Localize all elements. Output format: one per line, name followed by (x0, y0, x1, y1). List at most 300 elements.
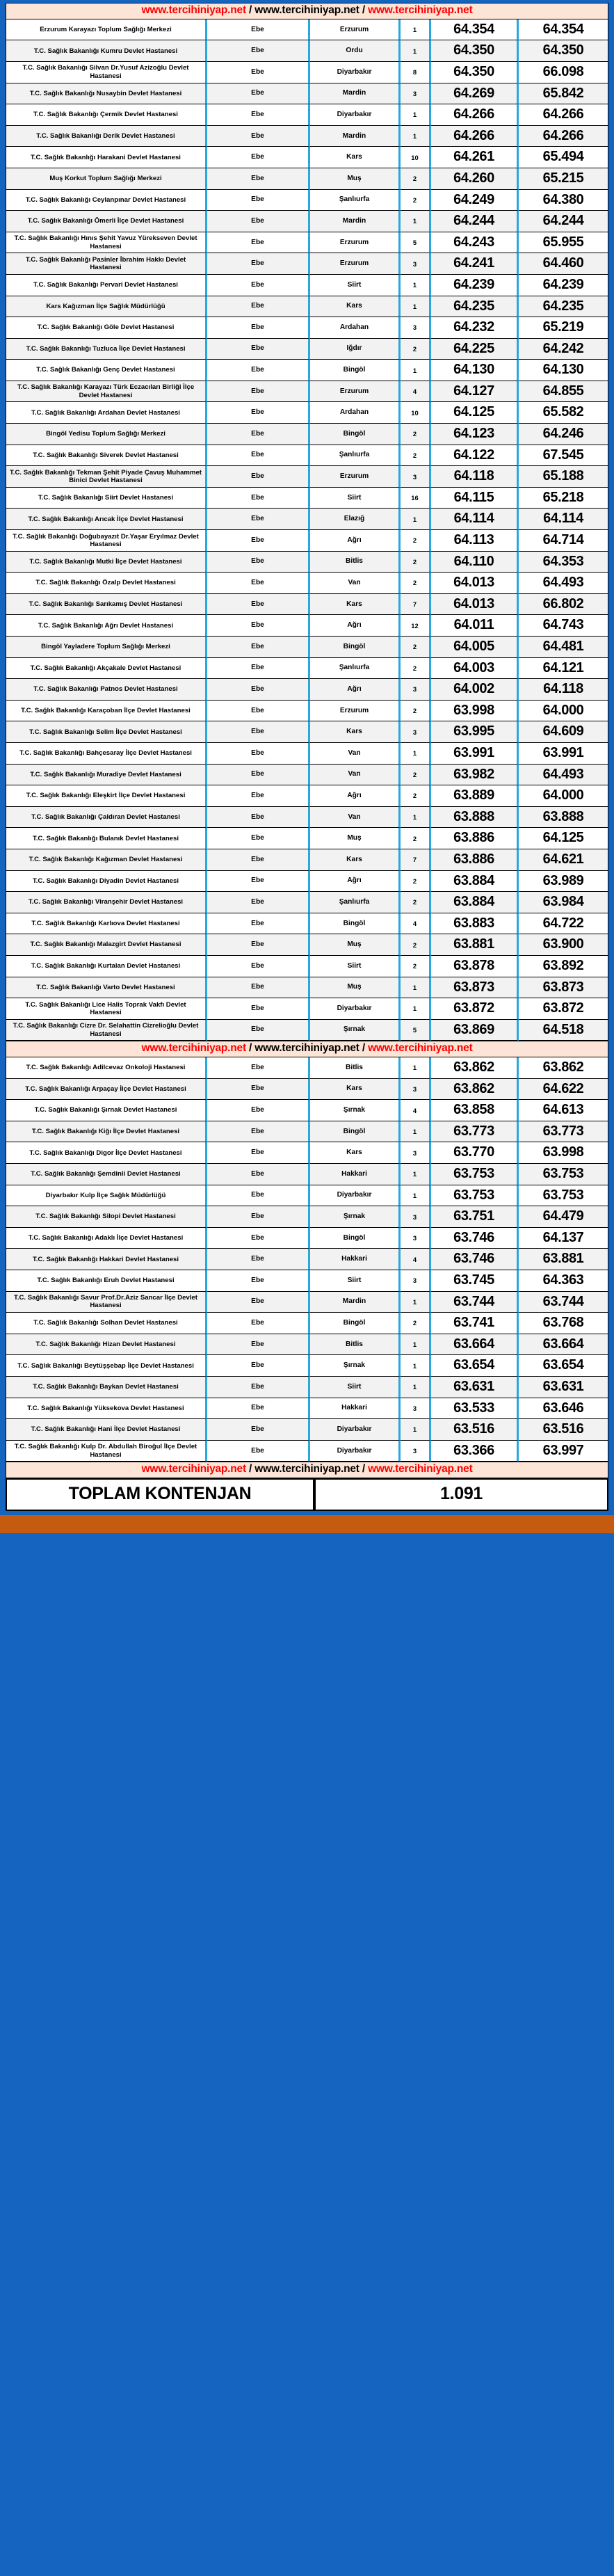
institution-name-cell: T.C. Sağlık Bakanlığı Hınıs Şehit Yavuz Yürekseven Devlet Hastanesi (6, 232, 207, 254)
quota-cell: 1 (401, 40, 431, 62)
branch-cell: Ebe (207, 147, 310, 168)
institution-name-cell: T.C. Sağlık Bakanlığı Özalp Devlet Hastanesi (6, 573, 207, 594)
institution-name-cell: T.C. Sağlık Bakanlığı Arpaçay İlçe Devlet Hastanesi (6, 1079, 207, 1101)
max-score-cell: 67.545 (519, 445, 608, 467)
watermark-separator-1: / (245, 4, 255, 16)
institution-name-cell: T.C. Sağlık Bakanlığı Tekman Şehit Piyade Çavuş Muhammet Binici Devlet Hastanesi (6, 466, 207, 488)
quota-cell: 1 (401, 104, 431, 126)
institution-name-cell: T.C. Sağlık Bakanlığı Pasinler İbrahim Hakkı Devlet Hastanesi (6, 253, 207, 275)
max-score-cell: 64.239 (519, 275, 608, 296)
table-row[interactable] (6, 339, 608, 360)
table-row[interactable] (6, 1228, 608, 1249)
min-score-cell: 64.235 (431, 296, 519, 318)
quota-cell: 1 (401, 1419, 431, 1441)
min-score-cell: 64.127 (431, 381, 519, 403)
branch-cell: Ebe (207, 168, 310, 190)
institution-name-cell: T.C. Sağlık Bakanlığı Göle Devlet Hastanesi (6, 317, 207, 339)
table-row[interactable] (6, 892, 608, 913)
table-row[interactable] (6, 807, 608, 829)
city-cell: Kars (310, 594, 401, 616)
table-row[interactable] (6, 913, 608, 935)
institution-name-cell: T.C. Sağlık Bakanlığı Çaldıran Devlet Hastanesi (6, 807, 207, 829)
watermark-segment-red-1: www.tercihiniyap.net (141, 4, 246, 16)
institution-name-cell: T.C. Sağlık Bakanlığı Adilcevaz Onkoloji Hastanesi (6, 1057, 207, 1079)
quota-cell: 2 (401, 573, 431, 594)
quota-cell: 3 (401, 1270, 431, 1292)
city-cell: Erzurum (310, 253, 401, 275)
city-cell: Ağrı (310, 871, 401, 893)
max-score-cell: 65.582 (519, 402, 608, 424)
city-cell: Hakkari (310, 1164, 401, 1185)
max-score-cell: 64.137 (519, 1228, 608, 1249)
institution-name-cell: T.C. Sağlık Bakanlığı Hizan Devlet Hastanesi (6, 1334, 207, 1356)
max-score-cell: 63.753 (519, 1164, 608, 1185)
table-row[interactable] (6, 1100, 608, 1121)
max-score-cell: 63.872 (519, 998, 608, 1020)
city-cell: Diyarbakır (310, 998, 401, 1020)
table-row[interactable] (6, 594, 608, 616)
institution-name-cell: T.C. Sağlık Bakanlığı Ömerli İlçe Devlet Hastanesi (6, 211, 207, 232)
quota-cell: 8 (401, 62, 431, 83)
institution-name-cell: T.C. Sağlık Bakanlığı Selim İlçe Devlet Hastanesi (6, 721, 207, 743)
min-score-cell: 64.011 (431, 615, 519, 637)
branch-cell: Ebe (207, 530, 310, 552)
city-cell: Bingöl (310, 1313, 401, 1334)
branch-cell: Ebe (207, 721, 310, 743)
city-cell: Bitlis (310, 1057, 401, 1079)
city-cell: Şırnak (310, 1020, 401, 1041)
quota-cell: 4 (401, 381, 431, 403)
city-cell: Ordu (310, 40, 401, 62)
max-score-cell: 64.613 (519, 1100, 608, 1121)
bottom-accent-bar (0, 1515, 614, 1533)
quota-cell: 5 (401, 232, 431, 254)
max-score-cell: 64.493 (519, 765, 608, 786)
quota-cell: 1 (401, 275, 431, 296)
quota-cell: 16 (401, 488, 431, 509)
table-row[interactable] (6, 360, 608, 381)
max-score-cell: 63.646 (519, 1398, 608, 1420)
table-row[interactable] (6, 424, 608, 445)
city-cell: Kars (310, 849, 401, 871)
city-cell: Şanlıurfa (310, 892, 401, 913)
institution-name-cell: T.C. Sağlık Bakanlığı Lice Halis Toprak Vakfı Devlet Hastanesi (6, 998, 207, 1020)
city-cell: Muş (310, 934, 401, 956)
table-row[interactable] (6, 40, 608, 62)
institution-name-cell: T.C. Sağlık Bakanlığı Kağızman Devlet Hastanesi (6, 849, 207, 871)
city-cell: Mardin (310, 211, 401, 232)
branch-cell: Ebe (207, 998, 310, 1020)
table-row[interactable] (6, 871, 608, 893)
branch-cell: Ebe (207, 317, 310, 339)
table-row[interactable] (6, 1270, 608, 1292)
table-row[interactable] (6, 104, 608, 126)
city-cell: Kars (310, 1079, 401, 1101)
institution-name-cell: T.C. Sağlık Bakanlığı Eleşkirt İlçe Devlet Hastanesi (6, 785, 207, 807)
max-score-cell: 64.000 (519, 785, 608, 807)
branch-cell: Ebe (207, 679, 310, 701)
institution-name-cell: T.C. Sağlık Bakanlığı Yüksekova Devlet Hastanesi (6, 1398, 207, 1420)
table-row[interactable] (6, 1057, 608, 1079)
city-cell: Siirt (310, 956, 401, 977)
table-row[interactable] (6, 530, 608, 552)
table-row[interactable] (6, 488, 608, 509)
city-cell: Erzurum (310, 19, 401, 41)
min-score-cell: 63.753 (431, 1185, 519, 1207)
table-row[interactable] (6, 765, 608, 786)
branch-cell: Ebe (207, 424, 310, 445)
city-cell: Ağrı (310, 615, 401, 637)
city-cell: Bingöl (310, 360, 401, 381)
table-row[interactable] (6, 1249, 608, 1270)
quota-cell: 2 (401, 956, 431, 977)
branch-cell: Ebe (207, 296, 310, 318)
quota-cell: 2 (401, 339, 431, 360)
watermark-segment-black: www.tercihiniyap.net (255, 1463, 359, 1475)
max-score-cell: 63.744 (519, 1292, 608, 1313)
total-table (6, 1478, 608, 1511)
watermark-segment-black: www.tercihiniyap.net (255, 1042, 359, 1055)
table-row[interactable] (6, 232, 608, 254)
table-row[interactable] (6, 445, 608, 467)
city-cell: Mardin (310, 126, 401, 147)
min-score-cell: 64.239 (431, 275, 519, 296)
quota-cell: 1 (401, 360, 431, 381)
max-score-cell: 64.743 (519, 615, 608, 637)
table-row[interactable] (6, 1206, 608, 1228)
city-cell: Ardahan (310, 317, 401, 339)
branch-cell: Ebe (207, 1079, 310, 1101)
city-cell: Muş (310, 828, 401, 849)
institution-name-cell: T.C. Sağlık Bakanlığı Şırnak Devlet Hastanesi (6, 1100, 207, 1121)
table-row[interactable] (6, 168, 608, 190)
quota-cell: 1 (401, 807, 431, 829)
table-row[interactable] (6, 1164, 608, 1185)
total-row (6, 1478, 608, 1511)
city-cell: Bingöl (310, 1228, 401, 1249)
quota-cell: 1 (401, 998, 431, 1020)
institution-name-cell: T.C. Sağlık Bakanlığı Çermik Devlet Hastanesi (6, 104, 207, 126)
quota-cell: 3 (401, 1079, 431, 1101)
quota-cell: 2 (401, 190, 431, 211)
table-row[interactable] (6, 1377, 608, 1398)
city-cell: Şırnak (310, 1355, 401, 1377)
watermark-segment-red-1: www.tercihiniyap.net (141, 1463, 246, 1475)
branch-cell: Ebe (207, 913, 310, 935)
max-score-cell: 64.114 (519, 509, 608, 530)
max-score-cell: 64.121 (519, 658, 608, 680)
city-cell: Bingöl (310, 424, 401, 445)
max-score-cell: 63.862 (519, 1057, 608, 1079)
max-score-cell: 65.219 (519, 317, 608, 339)
watermark-cell (6, 1462, 608, 1478)
branch-cell: Ebe (207, 1164, 310, 1185)
table-row[interactable] (6, 1441, 608, 1462)
quota-cell: 3 (401, 253, 431, 275)
quota-cell: 1 (401, 743, 431, 765)
max-score-cell: 63.768 (519, 1313, 608, 1334)
institution-name-cell: T.C. Sağlık Bakanlığı Digor İlçe Devlet Hastanesi (6, 1142, 207, 1164)
institution-name-cell: T.C. Sağlık Bakanlığı Ceylanpınar Devlet Hastanesi (6, 190, 207, 211)
table-row[interactable] (6, 466, 608, 488)
min-score-cell: 63.516 (431, 1419, 519, 1441)
city-cell: Van (310, 573, 401, 594)
min-score-cell: 63.881 (431, 934, 519, 956)
max-score-cell: 64.493 (519, 573, 608, 594)
max-score-cell: 63.881 (519, 1249, 608, 1270)
table-row[interactable] (6, 956, 608, 977)
quota-cell: 2 (401, 785, 431, 807)
min-score-cell: 63.753 (431, 1164, 519, 1185)
quota-cell: 2 (401, 934, 431, 956)
min-score-cell: 63.366 (431, 1441, 519, 1462)
quota-cell: 12 (401, 615, 431, 637)
quota-cell: 2 (401, 765, 431, 786)
quota-cell: 2 (401, 892, 431, 913)
branch-cell: Ebe (207, 637, 310, 658)
max-score-cell: 63.984 (519, 892, 608, 913)
min-score-cell: 64.232 (431, 317, 519, 339)
watermark-separator-2: / (359, 4, 369, 16)
branch-cell: Ebe (207, 509, 310, 530)
watermark-row (6, 1462, 608, 1478)
branch-cell: Ebe (207, 956, 310, 977)
table-row[interactable] (6, 317, 608, 339)
branch-cell: Ebe (207, 1185, 310, 1207)
min-score-cell: 64.260 (431, 168, 519, 190)
institution-name-cell: T.C. Sağlık Bakanlığı Adaklı İlçe Devlet Hastanesi (6, 1228, 207, 1249)
institution-name-cell: T.C. Sağlık Bakanlığı Sarıkamış Devlet Hastanesi (6, 594, 207, 616)
table-row[interactable] (6, 190, 608, 211)
branch-cell: Ebe (207, 232, 310, 254)
table-row[interactable] (6, 1185, 608, 1207)
institution-name-cell: T.C. Sağlık Bakanlığı Eruh Devlet Hastanesi (6, 1270, 207, 1292)
branch-cell: Ebe (207, 445, 310, 467)
branch-cell: Ebe (207, 83, 310, 105)
branch-cell: Ebe (207, 552, 310, 573)
table-row[interactable] (6, 743, 608, 765)
table-row[interactable] (6, 637, 608, 658)
max-score-cell: 63.654 (519, 1355, 608, 1377)
min-score-cell: 63.770 (431, 1142, 519, 1164)
table-row[interactable] (6, 1020, 608, 1041)
table-row[interactable] (6, 126, 608, 147)
city-cell: Bitlis (310, 552, 401, 573)
table-row[interactable] (6, 721, 608, 743)
table-row[interactable] (6, 658, 608, 680)
watermark-separator-2: / (359, 1042, 369, 1055)
max-score-cell: 65.842 (519, 83, 608, 105)
branch-cell: Ebe (207, 1419, 310, 1441)
institution-name-cell: T.C. Sağlık Bakanlığı Silopi Devlet Hastanesi (6, 1206, 207, 1228)
table-row[interactable] (6, 552, 608, 573)
max-score-cell: 64.479 (519, 1206, 608, 1228)
max-score-cell: 64.244 (519, 211, 608, 232)
institution-name-cell: T.C. Sağlık Bakanlığı Hani İlçe Devlet Hastanesi (6, 1419, 207, 1441)
max-score-cell: 63.516 (519, 1419, 608, 1441)
branch-cell: Ebe (207, 466, 310, 488)
min-score-cell: 64.003 (431, 658, 519, 680)
min-score-cell: 63.884 (431, 892, 519, 913)
quota-cell: 2 (401, 1313, 431, 1334)
city-cell: Diyarbakır (310, 1419, 401, 1441)
quota-cell: 1 (401, 1164, 431, 1185)
watermark-segment-red-2: www.tercihiniyap.net (368, 4, 473, 16)
table-row[interactable] (6, 785, 608, 807)
branch-cell: Ebe (207, 1292, 310, 1313)
city-cell: Bingöl (310, 913, 401, 935)
min-score-cell: 63.745 (431, 1270, 519, 1292)
table-row[interactable] (6, 83, 608, 105)
city-cell: Mardin (310, 83, 401, 105)
min-score-cell: 63.631 (431, 1377, 519, 1398)
table-row[interactable] (6, 1313, 608, 1334)
table-row[interactable] (6, 402, 608, 424)
branch-cell: Ebe (207, 701, 310, 722)
table-row[interactable] (6, 147, 608, 168)
quota-cell: 10 (401, 402, 431, 424)
institution-name-cell: T.C. Sağlık Bakanlığı Derik Devlet Hastanesi (6, 126, 207, 147)
institution-name-cell: T.C. Sağlık Bakanlığı Viranşehir Devlet Hastanesi (6, 892, 207, 913)
table-row[interactable] (6, 509, 608, 530)
table-row[interactable] (6, 934, 608, 956)
quota-cell: 3 (401, 317, 431, 339)
table-row[interactable] (6, 62, 608, 83)
min-score-cell: 64.013 (431, 594, 519, 616)
watermark-cell (6, 3, 608, 19)
table-row[interactable] (6, 1334, 608, 1356)
table-row[interactable] (6, 1398, 608, 1420)
max-score-cell: 64.518 (519, 1020, 608, 1041)
quota-cell: 2 (401, 871, 431, 893)
table-row[interactable] (6, 253, 608, 275)
institution-name-cell: T.C. Sağlık Bakanlığı Siirt Devlet Hastanesi (6, 488, 207, 509)
branch-cell: Ebe (207, 1441, 310, 1462)
branch-cell: Ebe (207, 1228, 310, 1249)
quota-cell: 2 (401, 445, 431, 467)
max-score-cell: 63.873 (519, 977, 608, 999)
city-cell: Şırnak (310, 1100, 401, 1121)
max-score-cell: 63.631 (519, 1377, 608, 1398)
max-score-cell: 64.118 (519, 679, 608, 701)
min-score-cell: 64.118 (431, 466, 519, 488)
branch-cell: Ebe (207, 381, 310, 403)
kontenjan-table (6, 3, 608, 1478)
min-score-cell: 64.225 (431, 339, 519, 360)
table-row[interactable] (6, 1142, 608, 1164)
table-row[interactable] (6, 19, 608, 41)
branch-cell: Ebe (207, 1270, 310, 1292)
table-row[interactable] (6, 701, 608, 722)
branch-cell: Ebe (207, 977, 310, 999)
min-score-cell: 63.888 (431, 807, 519, 829)
watermark-separator-1: / (245, 1463, 255, 1475)
table-row[interactable] (6, 1079, 608, 1101)
min-score-cell: 63.746 (431, 1249, 519, 1270)
max-score-cell: 63.997 (519, 1441, 608, 1462)
table-row[interactable] (6, 1121, 608, 1143)
table-row[interactable] (6, 1355, 608, 1377)
branch-cell: Ebe (207, 807, 310, 829)
watermark-segment-red-2: www.tercihiniyap.net (368, 1042, 473, 1055)
table-row[interactable] (6, 296, 608, 318)
quota-cell: 3 (401, 1206, 431, 1228)
min-score-cell: 63.998 (431, 701, 519, 722)
max-score-cell: 63.892 (519, 956, 608, 977)
branch-cell: Ebe (207, 1121, 310, 1143)
quota-cell: 2 (401, 828, 431, 849)
table-row[interactable] (6, 679, 608, 701)
quota-cell: 2 (401, 530, 431, 552)
city-cell: Ağrı (310, 530, 401, 552)
institution-name-cell: T.C. Sağlık Bakanlığı Malazgirt Devlet Hastanesi (6, 934, 207, 956)
table-row[interactable] (6, 1419, 608, 1441)
min-score-cell: 64.241 (431, 253, 519, 275)
institution-name-cell: T.C. Sağlık Bakanlığı Akçakale Devlet Hastanesi (6, 658, 207, 680)
max-score-cell: 64.000 (519, 701, 608, 722)
table-row[interactable] (6, 1292, 608, 1313)
watermark-segment-red-2: www.tercihiniyap.net (368, 1463, 473, 1475)
branch-cell: Ebe (207, 190, 310, 211)
min-score-cell: 63.751 (431, 1206, 519, 1228)
min-score-cell: 63.746 (431, 1228, 519, 1249)
city-cell: Siirt (310, 488, 401, 509)
city-cell: Diyarbakır (310, 104, 401, 126)
branch-cell: Ebe (207, 1355, 310, 1377)
table-row[interactable] (6, 573, 608, 594)
quota-cell: 4 (401, 913, 431, 935)
institution-name-cell: T.C. Sağlık Bakanlığı Karayazı Türk Eczacıları Birliği İlçe Devlet Hastanesi (6, 381, 207, 403)
branch-cell: Ebe (207, 126, 310, 147)
table-row[interactable] (6, 998, 608, 1020)
city-cell: Hakkari (310, 1398, 401, 1420)
city-cell: Van (310, 743, 401, 765)
watermark-cell (6, 1041, 608, 1057)
table-row[interactable] (6, 849, 608, 871)
min-score-cell: 64.249 (431, 190, 519, 211)
institution-name-cell: Bingöl Yedisu Toplum Sağlığı Merkezi (6, 424, 207, 445)
min-score-cell: 64.013 (431, 573, 519, 594)
table-row[interactable] (6, 211, 608, 232)
min-score-cell: 63.995 (431, 721, 519, 743)
institution-name-cell: T.C. Sağlık Bakanlığı Siverek Devlet Hastanesi (6, 445, 207, 467)
city-cell: Mardin (310, 1292, 401, 1313)
max-score-cell: 65.188 (519, 466, 608, 488)
max-score-cell: 64.714 (519, 530, 608, 552)
max-score-cell: 66.098 (519, 62, 608, 83)
table-row[interactable] (6, 828, 608, 849)
branch-cell: Ebe (207, 1142, 310, 1164)
watermark-row (6, 1041, 608, 1057)
institution-name-cell: T.C. Sağlık Bakanlığı Şemdinli Devlet Hastanesi (6, 1164, 207, 1185)
quota-cell: 1 (401, 977, 431, 999)
institution-name-cell: Diyarbakır Kulp İlçe Sağlık Müdürlüğü (6, 1185, 207, 1207)
min-score-cell: 63.886 (431, 828, 519, 849)
city-cell: Şırnak (310, 1206, 401, 1228)
table-row[interactable] (6, 381, 608, 403)
quota-cell: 1 (401, 1292, 431, 1313)
table-row[interactable] (6, 977, 608, 999)
table-row[interactable] (6, 615, 608, 637)
city-cell: Siirt (310, 275, 401, 296)
branch-cell: Ebe (207, 1100, 310, 1121)
min-score-cell: 63.744 (431, 1292, 519, 1313)
max-score-cell: 64.363 (519, 1270, 608, 1292)
institution-name-cell: T.C. Sağlık Bakanlığı Arıcak İlçe Devlet Hastanesi (6, 509, 207, 530)
table-row[interactable] (6, 275, 608, 296)
branch-cell: Ebe (207, 934, 310, 956)
branch-cell: Ebe (207, 1249, 310, 1270)
